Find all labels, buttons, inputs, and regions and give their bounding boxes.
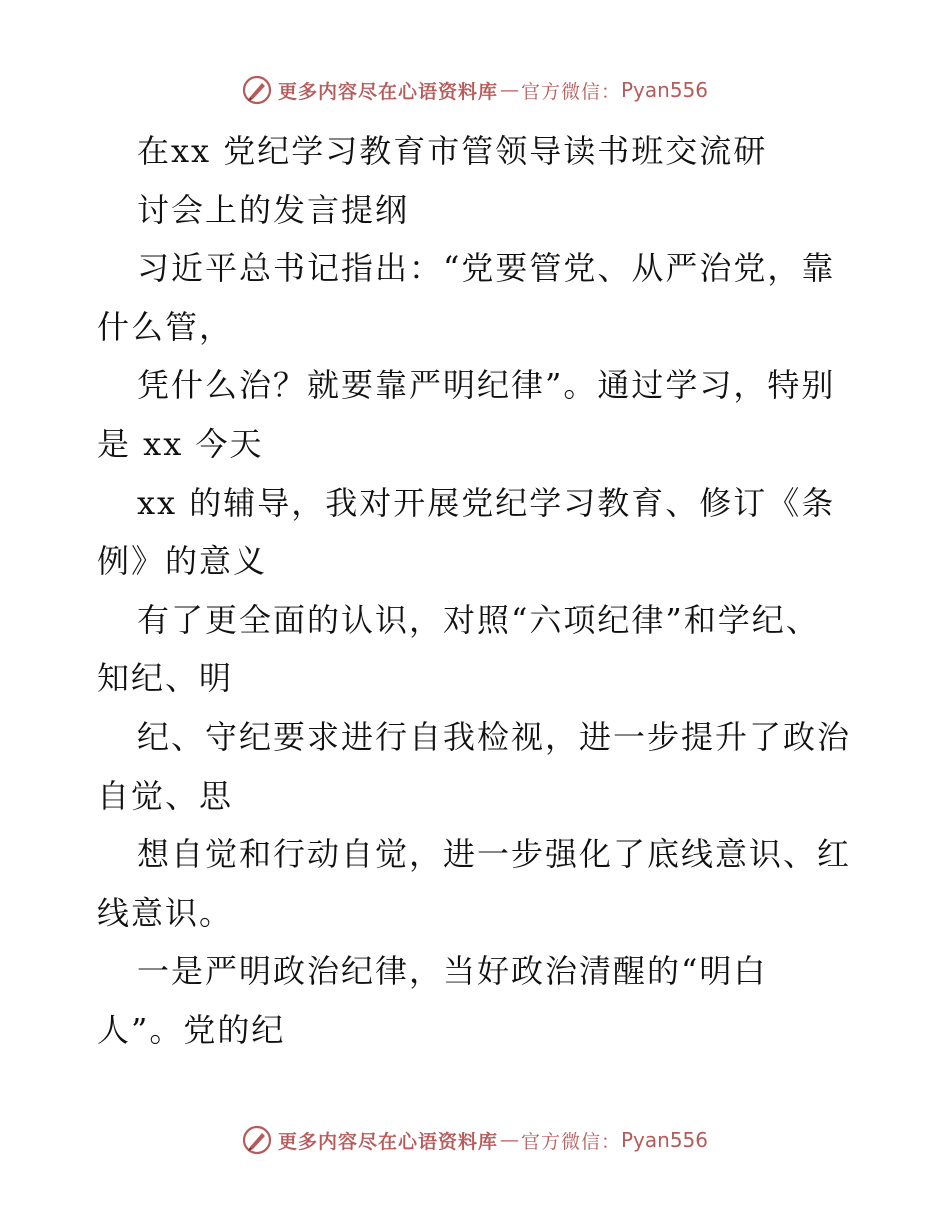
document-body [97, 122, 867, 1060]
banner-wechat-id: Pyan556 [621, 78, 709, 102]
paragraph-line: 例》的意义 [97, 542, 268, 581]
banner-dash: — [499, 79, 519, 101]
banner-wechat-label: 官方微信： [520, 1130, 621, 1153]
banner-text: 更多内容尽在心语资料库 [277, 1130, 498, 1153]
paragraph-line: 自觉、思 [97, 776, 234, 815]
paragraph-line: 想自觉和行动自觉，进一步强化了底线意识、红 [137, 835, 852, 874]
paragraph-line: 有了更全面的认识，对照“六项纪律”和学纪、 [137, 600, 820, 639]
paragraph-line: 凭什么治？就要靠严明纪律”。通过学习，特别 [137, 366, 836, 405]
banner-dash: — [499, 1129, 519, 1151]
title-line-1: 在xx 党纪学习教育市管领导读书班交流研 [137, 132, 768, 170]
title-line-2: 讨会上的发言提纲 [137, 190, 410, 229]
paragraph-line: xx 的辅导，我对开展党纪学习教育、修订《条 [137, 483, 836, 522]
paragraph-line: 什么管， [97, 307, 234, 346]
header-banner [0, 70, 950, 110]
paragraph-line: 线意识。 [97, 893, 234, 932]
banner-wechat-label: 官方微信： [520, 80, 621, 103]
paragraph-line: 纪、守纪要求进行自我检视，进一步提升了政治 [137, 717, 852, 756]
paragraph-line: 一是严明政治纪律，当好政治清醒的“明白 [137, 952, 768, 991]
banner-wechat-id: Pyan556 [621, 1128, 709, 1152]
paragraph-line: 习近平总书记指出：“党要管党、从严治党，靠 [137, 249, 836, 288]
pen-logo-icon [242, 75, 272, 105]
footer-banner [0, 1120, 950, 1160]
banner-text: 更多内容尽在心语资料库 [277, 80, 498, 103]
paragraph-line: 知纪、明 [97, 659, 234, 698]
paragraph-line: 人”。党的纪 [97, 1010, 286, 1049]
paragraph-line: 是 xx 今天 [97, 424, 264, 463]
pen-logo-icon [242, 1125, 272, 1155]
